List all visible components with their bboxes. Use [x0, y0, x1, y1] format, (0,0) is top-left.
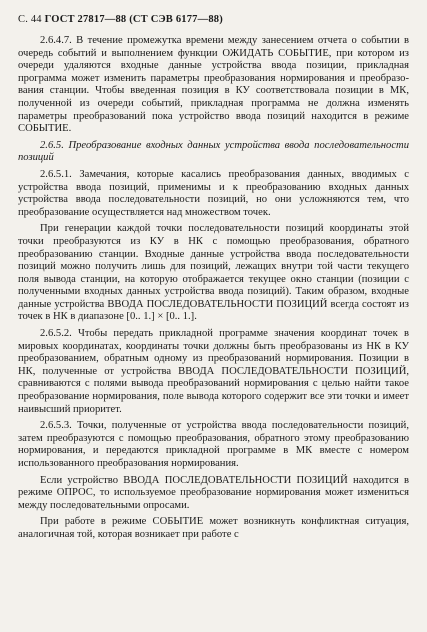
paragraph-2-6-5-3: 2.6.5.3. Точки, полученные от устройства ввода последовательности позиций, затем преобразуются с помощью преобразования, обратного этому преобразованию нормирования, и передаются прикладной программе в МК вместе с номером использованного преобразования нормирования. — [18, 420, 409, 469]
page-header — [18, 13, 409, 26]
paragraph-2-6-5-2: 2.6.5.2. Чтобы передать прикладной программе значения координат точек в мировых координатах, координаты точки должны быть преобразованы из НК в КУ преобразованием, обратным одному из преобразований нормирования. Позиции в НК, полученные от устройства ВВОДА ПОСЛЕДОВАТЕЛЬНОСТИ ПОЗИЦИЙ, сравниваются с полями вывода преобразований нормирования с целью найти такое преобразование нормирования, поле вывода которого содержит все эти точки и имеет наивысший приоритет. — [18, 328, 409, 415]
paragraph-2-6-4-7: 2.6.4.7. В течение промежутка времени между занесением отчета о событии в очередь событий и выполнением функции ОЖИДАТЬ СОБЫТИЕ, при котором из очереди удаляются входные данные устройства ввода позиции, прикладная программа может изменить параметры преобразования нормирования и преобразования станции. Чтобы введенная позиция в КУ соответствовала позиции в МК, полученной из очереди событий, прикладная программа не должна изменять параметры преобразований пока устройство ввода позиций находится в режиме СОБЫТИЕ. — [18, 35, 409, 135]
paragraph-2-6-5-1-continued: При генерации каждой точки последовательности позиций координаты этой точки преобразуются из КУ в НК с помощью преобразования, обратного преобразованию станции. Входные данные устройства ввода последовательности позиций можно получить лишь для позиций, лежащих внутри той части текущего поля вывода станции, на которую отображается текущее окно станции (позиции с полученными входных данных устройства ввода позиций). Таким образом, входные данные устройства ВВОДА ПОСЛЕДОВАТЕЛЬНОСТИ ПОЗИЦИЙ всегда состоят из точек в НК в диапазоне [0.. 1.] × [0.. 1.]. — [18, 223, 409, 323]
section-heading-2-6-5: 2.6.5. Преобразование входных данных устройства ввода последовательности позиций — [18, 139, 409, 164]
paragraph-2-6-5-1: 2.6.5.1. Замечания, которые касались преобразования данных, вводимых с устройства ввода позиций, применимы и к преобразованию входных данных устройства ввода последовательности позиций, но они усложняются тем, что преобразование осуществляется над множеством точек. — [18, 168, 409, 218]
page-number: С. 44 — [18, 14, 42, 25]
paragraph-2-6-5-3-event-mode: При работе в режиме СОБЫТИЕ может возникнуть конфликтная ситуация, аналогичная той, которая возникает при работе с — [18, 516, 409, 540]
standard-designation: ГОСТ 27817—88 (СТ СЭВ 6177—88) — [44, 14, 223, 25]
paragraph-2-6-5-3-poll-mode: Если устройство ВВОДА ПОСЛЕДОВАТЕЛЬНОСТИ ПОЗИЦИЙ находится в режиме ОПРОС, то используемое преобразование нормирования может измениться между последовательными опросами. — [18, 474, 409, 511]
